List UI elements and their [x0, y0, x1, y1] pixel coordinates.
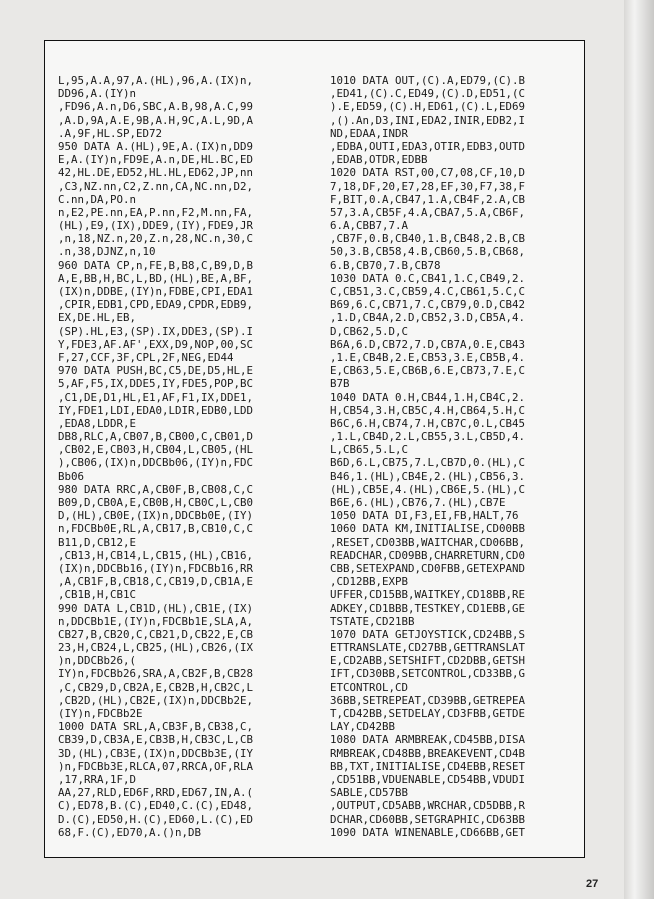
listing-line: 1040 DATA 0.H,CB44,1.H,CB4C,2. — [330, 390, 526, 404]
listing-line: READCHAR,CD09BB,CHARRETURN,CD0 — [330, 548, 526, 562]
listing-line: 1070 DATA GETJOYSTICK,CD24BB,S — [330, 627, 526, 641]
listing-line: ,FD96,A.n,D6,SBC,A.B,98,A.C,99 — [58, 100, 254, 114]
listing-line: )n,DDCBb26,( — [58, 654, 137, 668]
listing-line: ,CPIR,EDB1,CPD,EDA9,CPDR,EDB9, — [58, 298, 254, 312]
listing-line: 1010 DATA OUT,(C).A,ED79,(C).B — [330, 74, 526, 87]
listing-line: ,1.D,CB4A,2.D,CB52,3.D,CB5A,4. — [330, 311, 526, 325]
listing-line: ETTRANSLATE,CD27BB,GETTRANSLAT — [330, 641, 526, 655]
listing-line: (SP).HL,E3,(SP).IX,DDE3,(SP).I — [58, 324, 254, 338]
listing-line: Bb06 — [58, 469, 85, 483]
listing-line: 1060 DATA KM,INITIALISE,CD00BB — [330, 522, 526, 536]
listing-line: ,CD12BB,EXPB — [330, 575, 409, 589]
listing-line: L,95,A.A,97,A.(HL),96,A.(IX)n, — [58, 74, 254, 87]
listing-line: Y,FDE3,AF.AF',EXX,D9,NOP,00,SC — [58, 337, 254, 351]
listing-line: n,DDCBb1E,(IY)n,FDCBb1E,SLA,A, — [58, 614, 254, 628]
listing-line: 6.B,CB70,7.B,CB78 — [330, 258, 441, 272]
listing-line: ,CB02,E,CB03,H,CB04,L,CB05,(HL — [58, 443, 254, 457]
listing-line: CB39,D,CB3A,E,CB3B,H,CB3C,L,CB — [58, 733, 254, 747]
listing-line: IY,FDE1,LDI,EDA0,LDIR,EDB0,LDD — [58, 403, 254, 417]
listing-line: IFT,CD30BB,SETCONTROL,CD33BB,G — [330, 667, 526, 681]
listing-line: .A,9F,HL.SP,ED72 — [58, 126, 163, 140]
page-number: 27 — [586, 878, 599, 890]
listing-line: F,27,CCF,3F,CPL,2F,NEG,ED44 — [58, 350, 234, 364]
listing-line: T,CD42BB,SETDELAY,CD3FBB,GETDE — [330, 707, 526, 720]
listing-line: (IX)n,DDBE,(IY)n,FDBE,CPI,EDA1 — [58, 285, 254, 298]
listing-line: ,n,18,NZ.n,20,Z.n,28,NC.n,30,C — [58, 232, 254, 246]
listing-line: SABLE,CD57BB — [330, 786, 409, 800]
listing-line: B6D,6.L,CB75,7.L,CB7D,0.(HL),C — [330, 456, 526, 470]
listing-line: ,C3,NZ.nn,C2,Z.nn,CA,NC.nn,D2, — [58, 179, 254, 193]
listing-line: (IX)n,DDCBb16,(IY)n,FDCBb16,RR — [58, 561, 254, 575]
listing-line: 960 DATA CP,n,FE,B,B8,C,B9,D,B — [58, 258, 254, 272]
listing-line: 36BB,SETREPEAT,CD39BB,GETREPEA — [330, 693, 526, 707]
listing-line: E,CB63,5.E,CB6B,6.E,CB73,7.E,C — [330, 364, 526, 378]
listing-line: 1020 DATA RST,00,C7,08,CF,10,D — [330, 166, 526, 180]
listing-line: B09,D,CB0A,E,CB0B,H,CB0C,L,CB0 — [58, 496, 254, 509]
listing-line: B6E,6.(HL),CB76,7.(HL),CB7E — [330, 496, 506, 509]
listing-line: (HL),CB5E,4.(HL),CB6E,5.(HL),C — [330, 482, 526, 496]
listing-line: B11,D,CB12,E — [58, 535, 137, 549]
listing-frame — [44, 40, 585, 858]
listing-line: 1080 DATA ARMBREAK,CD45BB,DISA — [330, 733, 526, 747]
listing-line: 3D,(HL),CB3E,(IX)n,DDCBb3E,(IY — [58, 746, 254, 760]
listing-line: B6C,6.H,CB74,7.H,CB7C,0.L,CB45 — [330, 416, 526, 430]
left-listing-column — [58, 74, 313, 839]
listing-line: D,(HL),CB0E,(IX)n,DDCBb0E,(IY) — [58, 509, 254, 523]
listing-line: (IY)n,FDCBb2E — [58, 707, 143, 720]
listing-line: ADKEY,CD1BBB,TESTKEY,CD1EBB,GE — [330, 601, 526, 615]
listing-line: 980 DATA RRC,A,CB0F,B,CB08,C,C — [58, 482, 254, 496]
listing-line: ,ED41,(C).C,ED49,(C).D,ED51,(C — [330, 87, 526, 101]
listing-line: 42,HL.DE,ED52,HL.HL,ED62,JP,nn — [58, 166, 254, 180]
listing-line: B69,6.C,CB71,7.C,CB79,0.D,CB42 — [330, 298, 526, 312]
listing-line: ND,EDAA,INDR — [330, 126, 409, 140]
listing-line: E,CD2ABB,SETSHIFT,CD2DBB,GETSH — [330, 654, 526, 668]
listing-line: D.(C),ED50,H.(C),ED60,L.(C),ED — [58, 812, 254, 826]
listing-line: F,BIT,0.A,CB47,1.A,CB4F,2.A,CB — [330, 192, 526, 206]
listing-line: 7,18,DF,20,E7,28,EF,30,F7,38,F — [330, 179, 526, 193]
listing-line: DCHAR,CD60BB,SETGRAPHIC,CD63BB — [330, 812, 526, 826]
listing-line: 950 DATA A.(HL),9E,A.(IX)n,DD9 — [58, 139, 254, 153]
listing-line: .n,38,DJNZ,n,10 — [58, 245, 156, 259]
listing-line: ),CB06,(IX)n,DDCBb06,(IY)n,FDC — [58, 456, 254, 470]
listing-line: B46,1.(HL),CB4E,2.(HL),CB56,3. — [330, 469, 526, 483]
listing-line: ,C,CB29,D,CB2A,E,CB2B,H,CB2C,L — [58, 680, 254, 694]
listing-line: D,CB62,5.D,C — [330, 324, 409, 338]
listing-line: C.nn,DA,PO.n — [58, 192, 137, 206]
listing-line: ,OUTPUT,CD5ABB,WRCHAR,CD5DBB,R — [330, 799, 526, 813]
listing-line: 57,3.A,CB5F,4.A,CBA7,5.A,CB6F, — [330, 205, 526, 219]
listing-line: ,().An,D3,INI,EDA2,INIR,EDB2,I — [330, 113, 526, 127]
page-binding-edge — [624, 0, 654, 899]
listing-line: ,17,RRA,1F,D — [58, 772, 137, 786]
listing-line: 23,H,CB24,L,CB25,(HL),CB26,(IX — [58, 641, 254, 655]
listing-line: L,CB65,5.L,C — [330, 443, 409, 457]
listing-line: 1000 DATA SRL,A,CB3F,B,CB38,C, — [58, 720, 254, 734]
listing-line: BB,TXT,INITIALISE,CD4EBB,RESET — [330, 759, 526, 773]
listing-line: B7B — [330, 377, 350, 391]
listing-line: E,A.(IY)n,FD9E,A.n,DE,HL.BC,ED — [58, 153, 254, 167]
listing-line: B6A,6.D,CB72,7.D,CB7A,0.E,CB43 — [330, 337, 526, 351]
listing-line: C,CB51,3.C,CB59,4.C,CB61,5.C,C — [330, 285, 526, 298]
listing-line: ,EDAB,OTDR,EDBB — [330, 153, 428, 167]
listing-line: 1050 DATA DI,F3,EI,FB,HALT,76 — [330, 509, 519, 523]
listing-line: AA,27,RLD,ED6F,RRD,ED67,IN,A.( — [58, 786, 254, 800]
listing-line: ETCONTROL,CD — [330, 680, 409, 694]
listing-line: CBB,SETEXPAND,CD0FBB,GETEXPAND — [330, 561, 526, 575]
listing-line: (HL),E9,(IX),DDE9,(IY),FDE9,JR — [58, 219, 254, 233]
listing-line: A,E,BB,H,BC,L,BD,(HL),BE,A,BF, — [58, 271, 254, 285]
listing-line: C),ED78,B.(C),ED40,C.(C),ED48, — [58, 799, 254, 813]
listing-line: n,E2,PE.nn,EA,P.nn,F2,M.nn,FA, — [58, 205, 254, 219]
listing-line: ,1.L,CB4D,2.L,CB55,3.L,CB5D,4. — [330, 430, 526, 444]
listing-line: ,CB2D,(HL),CB2E,(IX)n,DDCBb2E, — [58, 693, 254, 707]
listing-line: EX,DE.HL,EB, — [58, 311, 137, 325]
listing-line: 50,3.B,CB58,4.B,CB60,5.B,CB68, — [330, 245, 526, 259]
listing-line: IY)n,FDCBb26,SRA,A,CB2F,B,CB28 — [58, 667, 254, 681]
listing-line: 68,F.(C),ED70,A.()n,DB — [58, 825, 202, 839]
listing-line: ,RESET,CD03BB,WAITCHAR,CD06BB, — [330, 535, 526, 549]
listing-line: ,CB7F,0.B,CB40,1.B,CB48,2.B,CB — [330, 232, 526, 246]
listing-line: LAY,CD42BB — [330, 720, 396, 734]
listing-line: 6.A,CBB7,7.A — [330, 219, 409, 233]
listing-line: ,A.D,9A,A.E,9B,A.H,9C,A.L,9D,A — [58, 113, 254, 127]
listing-line: 5,AF,F5,IX,DDE5,IY,FDE5,POP,BC — [58, 377, 254, 391]
listing-line: ,1.E,CB4B,2.E,CB53,3.E,CB5B,4. — [330, 350, 526, 364]
listing-line: ,CD51BB,VDUENABLE,CD54BB,VDUDI — [330, 772, 526, 786]
listing-line: DD96,A.(IY)n — [58, 87, 137, 101]
listing-line: TSTATE,CD21BB — [330, 614, 415, 628]
listing-line: ).E,ED59,(C).H,ED61,(C).L,ED69 — [330, 100, 526, 114]
listing-line: RMBREAK,CD48BB,BREAKEVENT,CD4B — [330, 746, 526, 760]
listing-line: CB27,B,CB20,C,CB21,D,CB22,E,CB — [58, 627, 254, 641]
right-listing-column — [330, 74, 580, 839]
listing-line: DB8,RLC,A,CB07,B,CB00,C,CB01,D — [58, 430, 254, 444]
listing-line: ,EDBA,OUTI,EDA3,OTIR,EDB3,OUTD — [330, 139, 526, 153]
listing-line: )n,FDCBb3E,RLCA,07,RRCA,OF,RLA — [58, 759, 254, 773]
listing-line: ,EDA8,LDDR,E — [58, 416, 137, 430]
listing-line: UFFER,CD15BB,WAITKEY,CD18BB,RE — [330, 588, 526, 602]
listing-line: H,CB54,3.H,CB5C,4.H,CB64,5.H,C — [330, 403, 526, 417]
listing-line: ,C1,DE,D1,HL,E1,AF,F1,IX,DDE1, — [58, 390, 254, 404]
listing-line: 970 DATA PUSH,BC,C5,DE,D5,HL,E — [58, 364, 254, 378]
listing-line: 1090 DATA WINENABLE,CD66BB,GET — [330, 825, 526, 839]
listing-line: 990 DATA L,CB1D,(HL),CB1E,(IX) — [58, 601, 254, 615]
listing-line: ,CB13,H,CB14,L,CB15,(HL),CB16, — [58, 548, 254, 562]
listing-line: n,FDCBb0E,RL,A,CB17,B,CB10,C,C — [58, 522, 254, 536]
listing-line: ,CB1B,H,CB1C — [58, 588, 137, 602]
listing-line: 1030 DATA 0.C,CB41,1.C,CB49,2. — [330, 271, 526, 285]
listing-line: ,A,CB1F,B,CB18,C,CB19,D,CB1A,E — [58, 575, 254, 589]
